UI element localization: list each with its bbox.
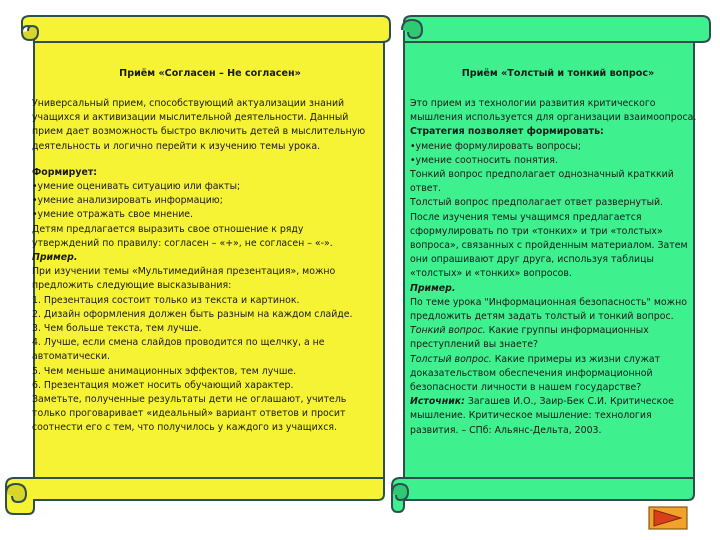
left-example-intro: При изучении темы «Мультимедийная презентация», можно предложить следующие высказывания: bbox=[32, 266, 336, 292]
left-statement: 5. Чем меньше анимационных эффектов, тем лучше. bbox=[32, 365, 297, 377]
right-example-label: Пример. bbox=[410, 282, 456, 294]
right-example-text: По теме урока "Информационная безопасность" можно предложить детям задать толстый и тонкий вопрос. bbox=[410, 296, 687, 323]
right-thin-question bbox=[410, 324, 700, 352]
thin-label: Тонкий вопрос. bbox=[410, 325, 486, 337]
left-statement: 6. Презентация может носить обучающий характер. bbox=[32, 379, 294, 391]
left-forms-item: •умение оценивать ситуацию или факты; bbox=[32, 181, 241, 193]
next-slide-button[interactable] bbox=[648, 506, 688, 530]
right-procedure: После изучения темы учащимся предлагается сформулировать по три «тонких» и три «толстых» вопроса», связанных с пройденным материалом. Затем они опрашивают друг друга, используя таблицы «толстых» и «тонких» вопросов. bbox=[410, 211, 688, 280]
left-intro: Универсальный прием, способствующий актуализации знаний учащихся и активизации мыслительной деятельности. Данный прием дает возможность быстро включить детей в мыслительную деятельность и логично перейти к изучению темы урока. bbox=[32, 98, 366, 152]
right-strategy-item: •умение соотносить понятия. bbox=[410, 154, 558, 166]
left-statement: 1. Презентация состоит только из текста и картинок. bbox=[32, 294, 300, 306]
left-statement: 4. Лучше, если смена слайдов проводится по щелчку, а не автоматически. bbox=[32, 337, 325, 363]
right-scroll-panel bbox=[388, 0, 720, 540]
left-statement: 3. Чем больше текста, тем лучше. bbox=[32, 323, 202, 335]
right-content bbox=[410, 97, 700, 438]
thin-text: Какие группы информационных преступлений вы знаете? bbox=[410, 325, 649, 351]
right-strategy-item: •умение формулировать вопросы; bbox=[410, 140, 582, 152]
source-label: Источник: bbox=[410, 396, 465, 408]
right-strategy: Стратегия позволяет формировать: bbox=[410, 126, 604, 138]
right-thick-def: Толстый вопрос предполагает ответ развернутый. bbox=[410, 197, 664, 209]
left-example-label: Пример. bbox=[32, 252, 78, 264]
left-task: Детям предлагается выразить свое отношение к ряду утверждений по правилу: согласен – «+», не согласен – «-». bbox=[32, 223, 333, 249]
right-intro: Это прием из технологии развития критического мышления используется для организации взаимоопроса. bbox=[410, 98, 697, 124]
left-forms-item: •умение отражать свое мнение. bbox=[32, 209, 194, 221]
thick-text: Какие примеры из жизни служат доказательством обеспечения информационной безопасности личности в нашем государстве? bbox=[410, 353, 661, 394]
left-content bbox=[32, 97, 372, 436]
right-title: Приём «Толстый и тонкий вопрос» bbox=[461, 68, 655, 79]
source-text: Загашев И.О., Заир-Бек С.И. Критическое мышление. Критическое мышление: технология развития. – СПб: Альянс-Дельта, 2003. bbox=[410, 396, 674, 436]
left-statement: 2. Дизайн оформления должен быть разным на каждом слайде. bbox=[32, 308, 353, 320]
left-forms-item: •умение анализировать информацию; bbox=[32, 195, 223, 207]
left-conclusion: Заметьте, полученные результаты дети не оглашают, учитель только проговаривает «идеальный» вариант ответов и просит соотнести его с тем, что получилось у каждого из учащихся. bbox=[32, 394, 347, 434]
left-forms-label: Формирует: bbox=[32, 166, 98, 178]
right-thick-question bbox=[410, 353, 700, 396]
thick-label: Толстый вопрос. bbox=[410, 353, 492, 365]
right-source bbox=[410, 395, 700, 438]
right-thin-def: Тонкий вопрос предполагает однозначный кратккий ответ. bbox=[410, 169, 674, 195]
left-title: Приём «Согласен – Не согласен» bbox=[119, 68, 301, 79]
